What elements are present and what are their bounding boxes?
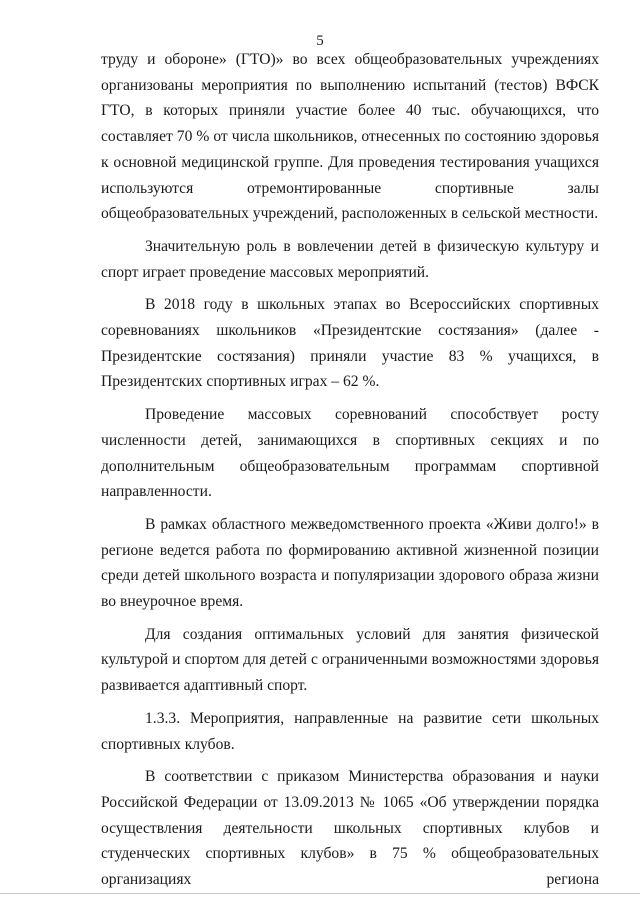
document-body xyxy=(101,47,599,900)
paragraph-adaptive-sport: Для создания оптимальных условий для занятия физической культурой и спортом для детей с ограниченными возможностями здоровья развивается адаптивный спорт. xyxy=(101,625,599,695)
paragraph-presidential-competitions: В 2018 году в школьных этапах во Всероссийских спортивных соревнованиях школьников «Президентские состязания» (далее - Президентские состязания) приняли участие 83 % учащихся, в Президентских спортивных играх – 62 %. xyxy=(101,296,599,391)
paragraph-mass-events: Значительную роль в вовлечении детей в физическую культуру и спорт играет проведение массовых мероприятий. xyxy=(101,237,599,281)
paragraph-live-long-project: В рамках областного межведомственного проекта «Живи долго!» в регионе ведется работа по формированию активной жизненной позиции среди детей школьного возраста и популяризации здорового образа жизни во внеурочное время. xyxy=(101,515,599,611)
page-bottom-rule xyxy=(0,893,640,894)
section-heading-sports-clubs: 1.3.3. Мероприятия, направленные на развитие сети школьных спортивных клубов. xyxy=(101,709,599,753)
paragraph-sports-sections: Проведение массовых соревнований способствует росту численности детей, занимающихся в спортивных секциях и по дополнительным общеобразовательным программам спортивной направленности. xyxy=(101,406,599,501)
page-number: 5 xyxy=(316,33,324,49)
paragraph-ministry-order: В соответствии с приказом Министерства образования и науки Российской Федерации от 13.09.2013 № 1065 «Об утверждении порядка осуществления деятельности школьных спортивных клубов и студенческих спортивных клубов» в 75 % общеобразовательных организациях региона xyxy=(101,768,599,889)
paragraph-gto-testing: труду и обороне» (ГТО)» во всех общеобразовательных учреждениях организованы мероприятия по выполнению испытаний (тестов) ВФСК ГТО, в которых приняли участие более 40 тыс. обучающихся, что составляет 70 % от числа школьников, отнесенных по состоянию здоровья к основной медицинской группе. Для проведения тестирования учащихся используются отремонтированные спортивные залы общеобразовательных учреждений, расположенных в сельской местности. xyxy=(101,51,599,223)
